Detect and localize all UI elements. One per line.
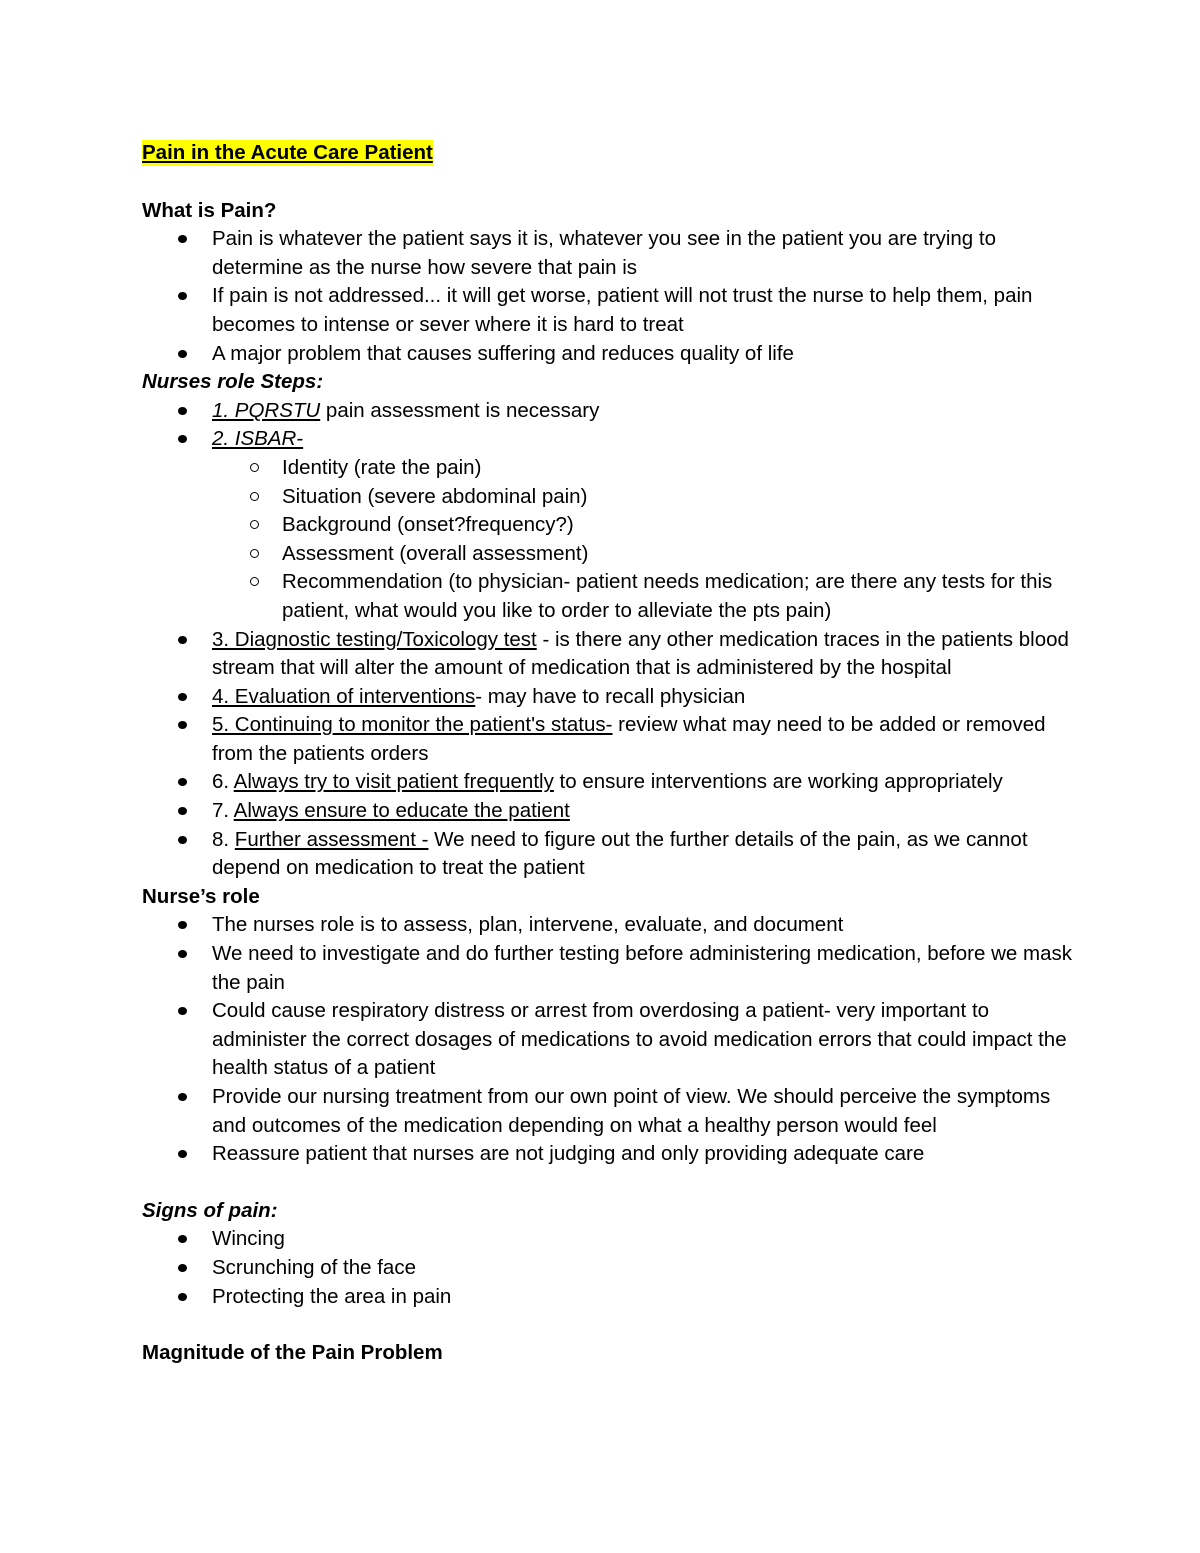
list-item: 5. Continuing to monitor the patient's status- review what may need to be added or removed from the patients orders [142, 711, 1072, 768]
bullet-icon [178, 693, 187, 701]
sub-list-item: Situation (severe abdominal pain) [212, 483, 1072, 512]
bullet-icon [178, 1007, 187, 1015]
bullet-icon [178, 435, 187, 443]
hollow-bullet-icon [250, 577, 259, 586]
list-item: Scrunching of the face [142, 1254, 1072, 1283]
list-item: Protecting the area in pain [142, 1283, 1072, 1312]
bullet-icon [178, 407, 187, 415]
section-heading-nurses-role-steps: Nurses role Steps: [142, 370, 324, 394]
bullet-icon [178, 1235, 187, 1243]
hollow-bullet-icon [250, 463, 259, 472]
section-heading-what-is-pain: What is Pain? [142, 198, 277, 222]
bullet-icon [178, 292, 187, 300]
bullet-icon [178, 1150, 187, 1158]
list-item: Reassure patient that nurses are not judging and only providing adequate care [142, 1140, 1072, 1169]
isbar-sublist [142, 454, 1072, 626]
bullet-icon [178, 1264, 187, 1272]
hollow-bullet-icon [250, 549, 259, 558]
signs-of-pain-list [142, 1225, 1072, 1311]
bullet-icon [178, 807, 187, 815]
list-item: Could cause respiratory distress or arrest from overdosing a patient- very important to administer the correct dosages of medications to avoid medication errors that could impact the health status of a patient [142, 997, 1072, 1083]
list-item: 3. Diagnostic testing/Toxicology test - is there any other medication traces in the patients blood stream that will alter the amount of medication that is administered by the hospital [142, 626, 1072, 683]
bullet-icon [178, 1093, 187, 1101]
section-heading-signs-of-pain: Signs of pain: [142, 1198, 278, 1222]
sub-list-item: Identity (rate the pain) [212, 454, 1072, 483]
bullet-icon [178, 921, 187, 929]
document-title: Pain in the Acute Care Patient [142, 141, 433, 164]
nurses-role-steps-list [142, 397, 1072, 883]
bullet-icon [178, 636, 187, 644]
bullet-icon [178, 721, 187, 729]
bullet-icon [178, 950, 187, 958]
bullet-icon [178, 1293, 187, 1301]
sub-list-item: Background (onset?frequency?) [212, 511, 1072, 540]
section-heading-magnitude: Magnitude of the Pain Problem [142, 1341, 443, 1365]
list-item: If pain is not addressed... it will get worse, patient will not trust the nurse to help them, pain becomes to intense or sever where it is hard to treat [142, 282, 1072, 339]
section-heading-nurses-role: Nurse’s role [142, 884, 260, 908]
list-item: The nurses role is to assess, plan, intervene, evaluate, and document [142, 911, 1072, 940]
sub-list-item: Assessment (overall assessment) [212, 540, 1072, 569]
list-item: We need to investigate and do further testing before administering medication, before we mask the pain [142, 940, 1072, 997]
list-item: 6. Always try to visit patient frequently to ensure interventions are working appropriately [142, 768, 1072, 797]
document-page [142, 138, 1072, 1368]
list-item: A major problem that causes suffering and reduces quality of life [142, 340, 1072, 369]
bullet-icon [178, 235, 187, 243]
list-item: 8. Further assessment - We need to figure out the further details of the pain, as we cannot depend on medication to treat the patient [142, 826, 1072, 883]
what-is-pain-list [142, 225, 1072, 368]
hollow-bullet-icon [250, 520, 259, 529]
bullet-icon [178, 350, 187, 358]
list-item: 2. ISBAR- Identity (rate the pain) Situation (severe abdominal pain) Background (onset?frequency?) Assessment (overall assessment) Recommendation (to physician- patient needs medication; are there any tests for this patient, what would you like to order to alleviate the pts pain) [142, 425, 1072, 625]
bullet-icon [178, 836, 187, 844]
bullet-icon [178, 778, 187, 786]
list-item: 1. PQRSTU pain assessment is necessary [142, 397, 1072, 426]
list-item: 4. Evaluation of interventions- may have to recall physician [142, 683, 1072, 712]
sub-list-item: Recommendation (to physician- patient needs medication; are there any tests for this patient, what would you like to order to alleviate the pts pain) [212, 568, 1072, 625]
list-item: Provide our nursing treatment from our own point of view. We should perceive the symptoms and outcomes of the medication depending on what a healthy person would feel [142, 1083, 1072, 1140]
hollow-bullet-icon [250, 492, 259, 501]
list-item: 7. Always ensure to educate the patient [142, 797, 1072, 826]
list-item: Wincing [142, 1225, 1072, 1254]
nurses-role-list [142, 911, 1072, 1168]
list-item: Pain is whatever the patient says it is, whatever you see in the patient you are trying to determine as the nurse how severe that pain is [142, 225, 1072, 282]
